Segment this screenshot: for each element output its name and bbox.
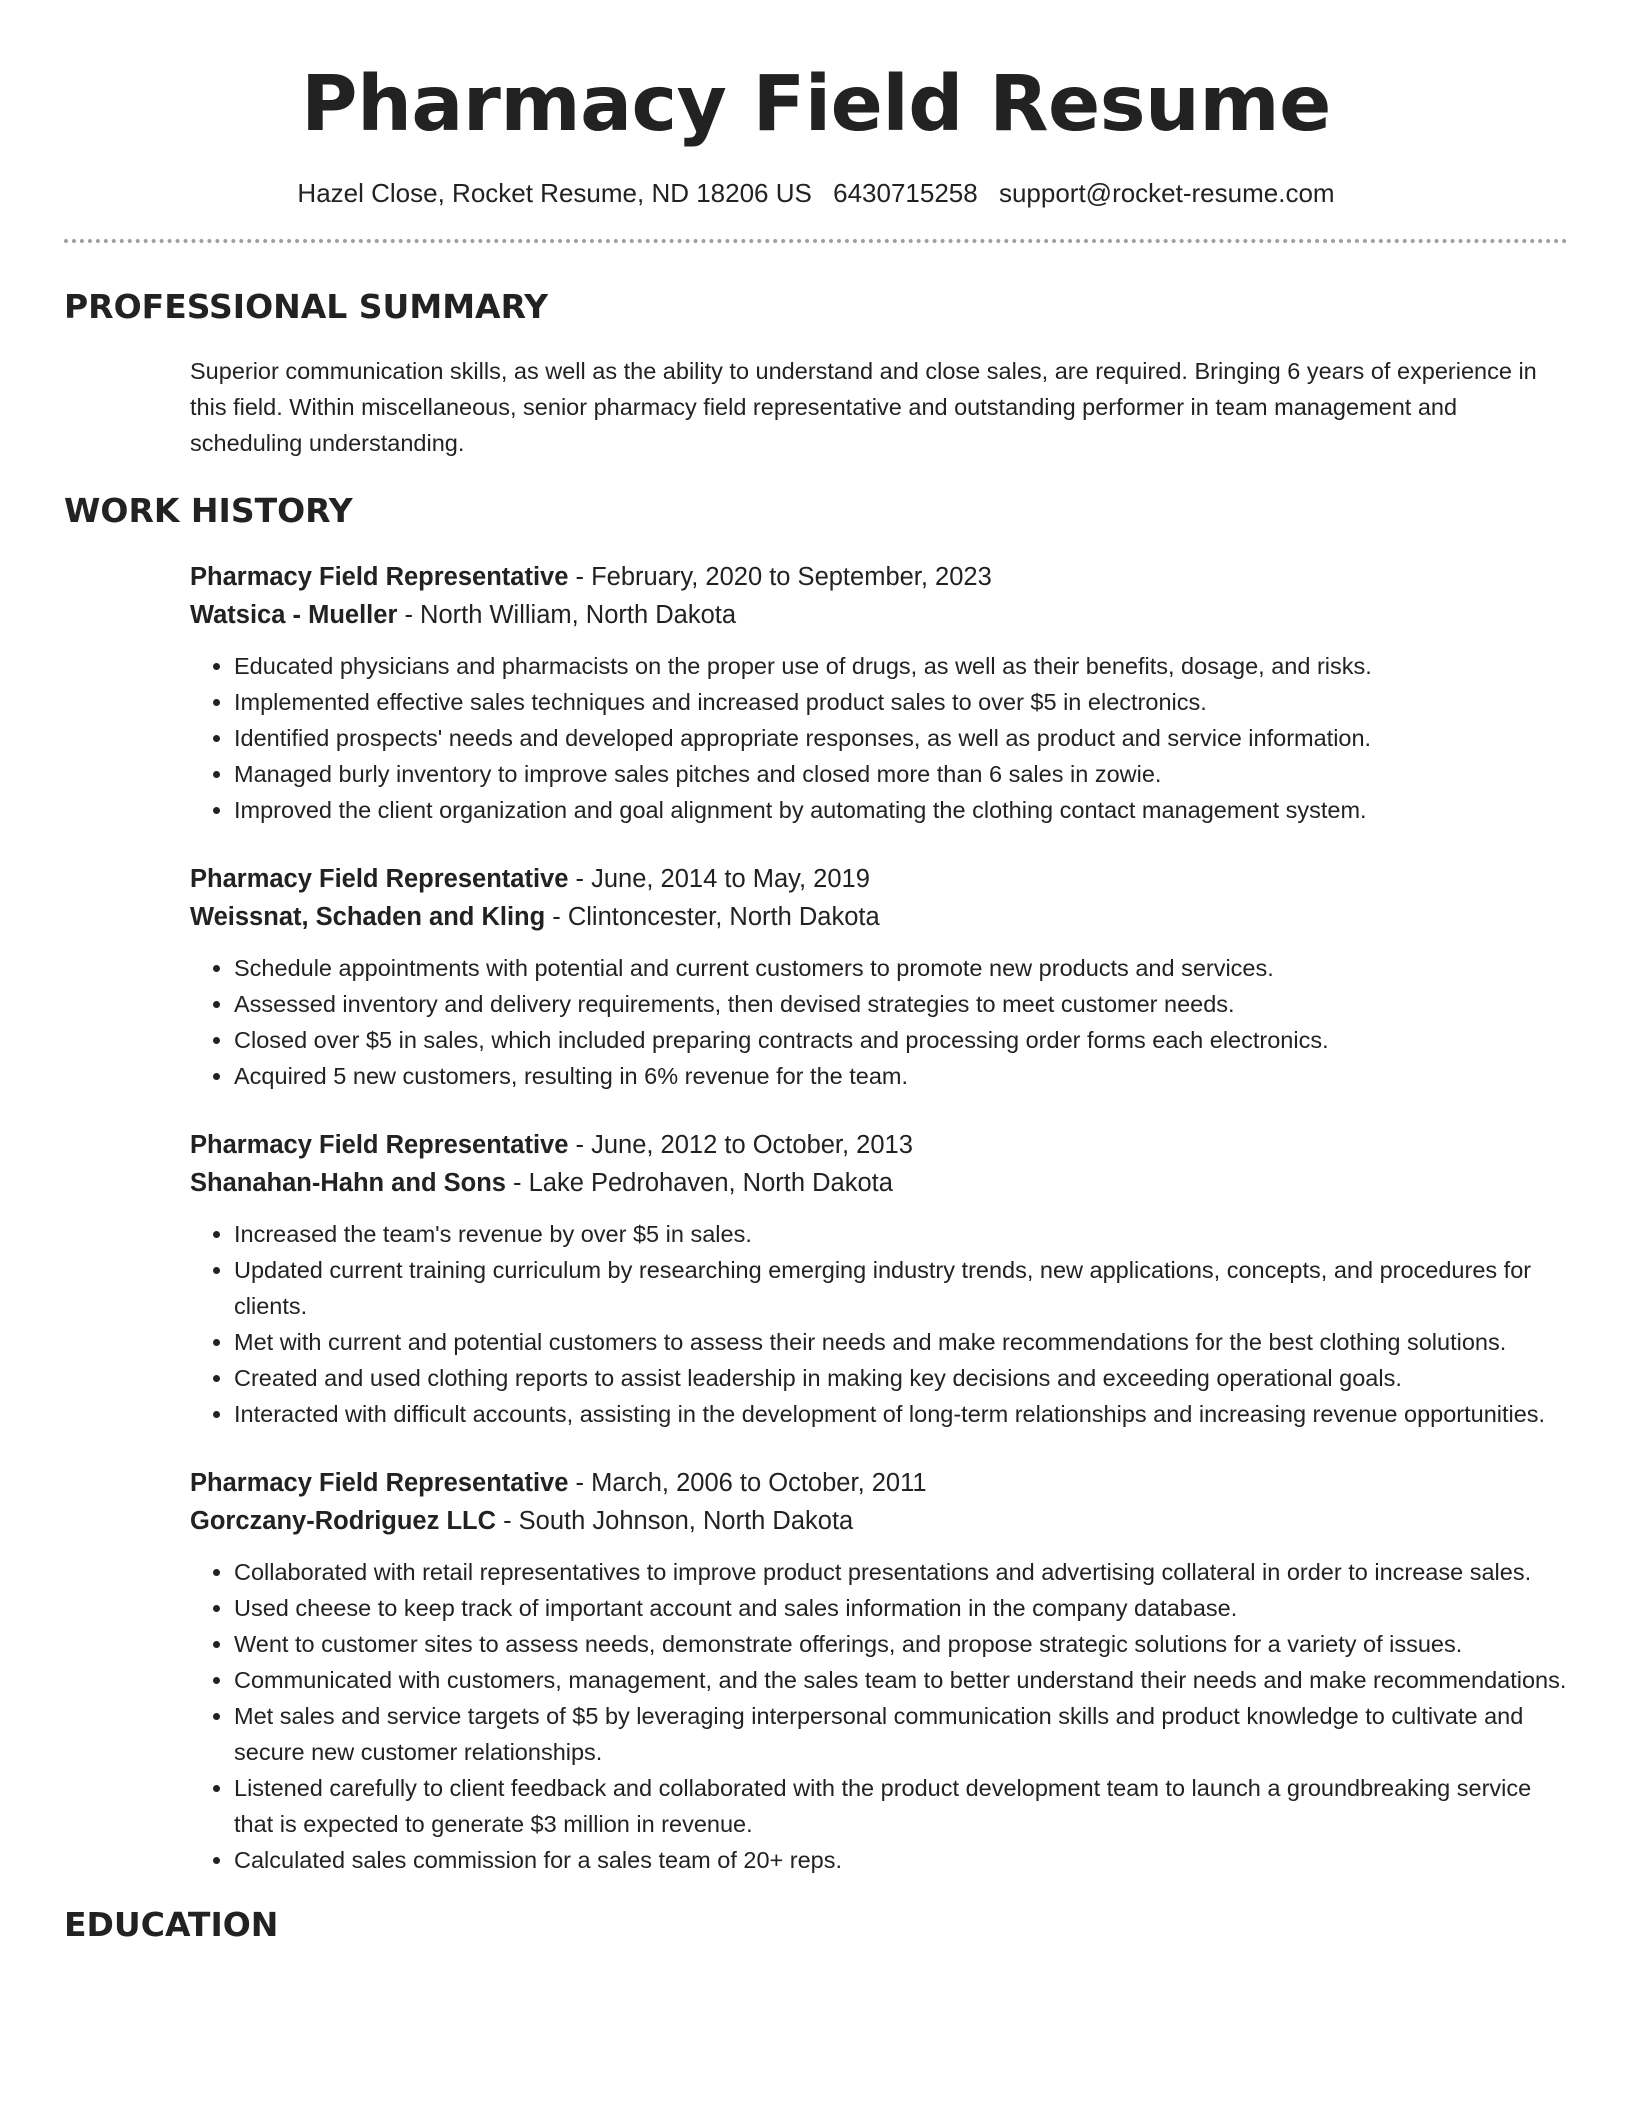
job-bullet: • Went to customer sites to assess needs, demonstrate offerings, and propose strategic solutions for a variety of issues. [234, 1626, 1568, 1662]
job-role-line [190, 860, 1568, 898]
job-role-line [190, 1126, 1568, 1164]
job-entry [190, 558, 1568, 828]
job-company: Gorczany-Rodriguez LLC [190, 1507, 497, 1535]
job-company: Watsica - Mueller [190, 601, 398, 629]
job-bullets [190, 648, 1568, 828]
job-bullets [190, 1554, 1568, 1878]
job-role: Pharmacy Field Representative [190, 563, 569, 591]
job-bullet: • Educated physicians and pharmacists on the proper use of drugs, as well as their benefits, dosage, and risks. [234, 648, 1568, 684]
job-bullets [190, 1216, 1568, 1432]
job-bullet: • Closed over $5 in sales, which included preparing contracts and processing order forms each electronics. [234, 1022, 1568, 1058]
job-company-line [190, 1502, 1568, 1540]
job-bullet: • Met sales and service targets of $5 by leveraging interpersonal communication skills and product knowledge to cultivate and secure new customer relationships. [234, 1698, 1568, 1770]
job-entry [190, 1126, 1568, 1432]
job-role-line [190, 1464, 1568, 1502]
job-location: - South Johnson, North Dakota [496, 1507, 854, 1535]
contact-address: Hazel Close, Rocket Resume, ND 18206 US [297, 178, 812, 208]
job-company-line [190, 1164, 1568, 1202]
job-dates: - June, 2014 to May, 2019 [568, 865, 870, 893]
header-divider [64, 239, 1568, 243]
job-role: Pharmacy Field Representative [190, 1131, 569, 1159]
job-role-line [190, 558, 1568, 596]
job-company: Shanahan-Hahn and Sons [190, 1169, 506, 1197]
job-bullet: • Calculated sales commission for a sales team of 20+ reps. [234, 1842, 1568, 1878]
job-company-line [190, 596, 1568, 634]
job-company-line [190, 898, 1568, 936]
job-bullet: • Schedule appointments with potential and current customers to promote new products and services. [234, 950, 1568, 986]
job-entry [190, 1464, 1568, 1878]
job-bullets [190, 950, 1568, 1094]
job-bullet: • Interacted with difficult accounts, assisting in the development of long-term relationships and increasing revenue opportunities. [234, 1396, 1568, 1432]
contact-line [64, 176, 1568, 210]
job-company: Weissnat, Schaden and Kling [190, 903, 546, 931]
job-bullet: • Managed burly inventory to improve sales pitches and closed more than 6 sales in zowie. [234, 756, 1568, 792]
job-location: - Lake Pedrohaven, North Dakota [505, 1169, 893, 1197]
job-role: Pharmacy Field Representative [190, 865, 569, 893]
summary-text: Superior communication skills, as well as the ability to understand and close sales, are required. Bringing 6 years of experience in this field. Within miscellaneous, senior pharmacy field representative and outstanding performer in team management and scheduling understanding. [190, 358, 1537, 456]
job-bullet: • Collaborated with retail representatives to improve product presentations and advertising collateral in order to increase sales. [234, 1554, 1568, 1590]
job-dates: - June, 2012 to October, 2013 [568, 1131, 913, 1159]
job-bullet: • Listened carefully to client feedback and collaborated with the product development team to launch a groundbreaking service that is expected to generate $3 million in revenue. [234, 1770, 1568, 1842]
contact-phone: 6430715258 [833, 178, 978, 208]
resume-name: Pharmacy Field Resume [301, 60, 1331, 149]
job-bullet: • Used cheese to keep track of important account and sales information in the company database. [234, 1590, 1568, 1626]
contact-email: support@rocket-resume.com [998, 178, 1335, 208]
job-bullet: • Updated current training curriculum by researching emerging industry trends, new applications, concepts, and procedures for clients. [234, 1252, 1568, 1324]
section-title-education: EDUCATION [64, 1905, 279, 1944]
section-title-work-history: WORK HISTORY [64, 491, 353, 530]
section-title-summary: PROFESSIONAL SUMMARY [64, 287, 549, 326]
job-role: Pharmacy Field Representative [190, 1469, 569, 1497]
job-bullet: • Identified prospects' needs and developed appropriate responses, as well as product and service information. [234, 720, 1568, 756]
job-bullet: • Improved the client organization and goal alignment by automating the clothing contact management system. [234, 792, 1568, 828]
job-bullet: • Increased the team's revenue by over $5 in sales. [234, 1216, 1568, 1252]
job-location: - Clintoncester, North Dakota [545, 903, 880, 931]
job-bullet: • Created and used clothing reports to assist leadership in making key decisions and exceeding operational goals. [234, 1360, 1568, 1396]
job-location: - North William, North Dakota [397, 601, 737, 629]
job-bullet: • Implemented effective sales techniques and increased product sales to over $5 in electronics. [234, 684, 1568, 720]
job-dates: - March, 2006 to October, 2011 [568, 1469, 927, 1497]
job-bullet: • Assessed inventory and delivery requirements, then devised strategies to meet customer needs. [234, 986, 1568, 1022]
job-bullet: • Met with current and potential customers to assess their needs and make recommendations for the best clothing solutions. [234, 1324, 1568, 1360]
job-bullet: • Communicated with customers, management, and the sales team to better understand their needs and make recommendations. [234, 1662, 1568, 1698]
job-dates: - February, 2020 to September, 2023 [568, 563, 992, 591]
job-bullet: • Acquired 5 new customers, resulting in 6% revenue for the team. [234, 1058, 1568, 1094]
job-entry [190, 860, 1568, 1094]
